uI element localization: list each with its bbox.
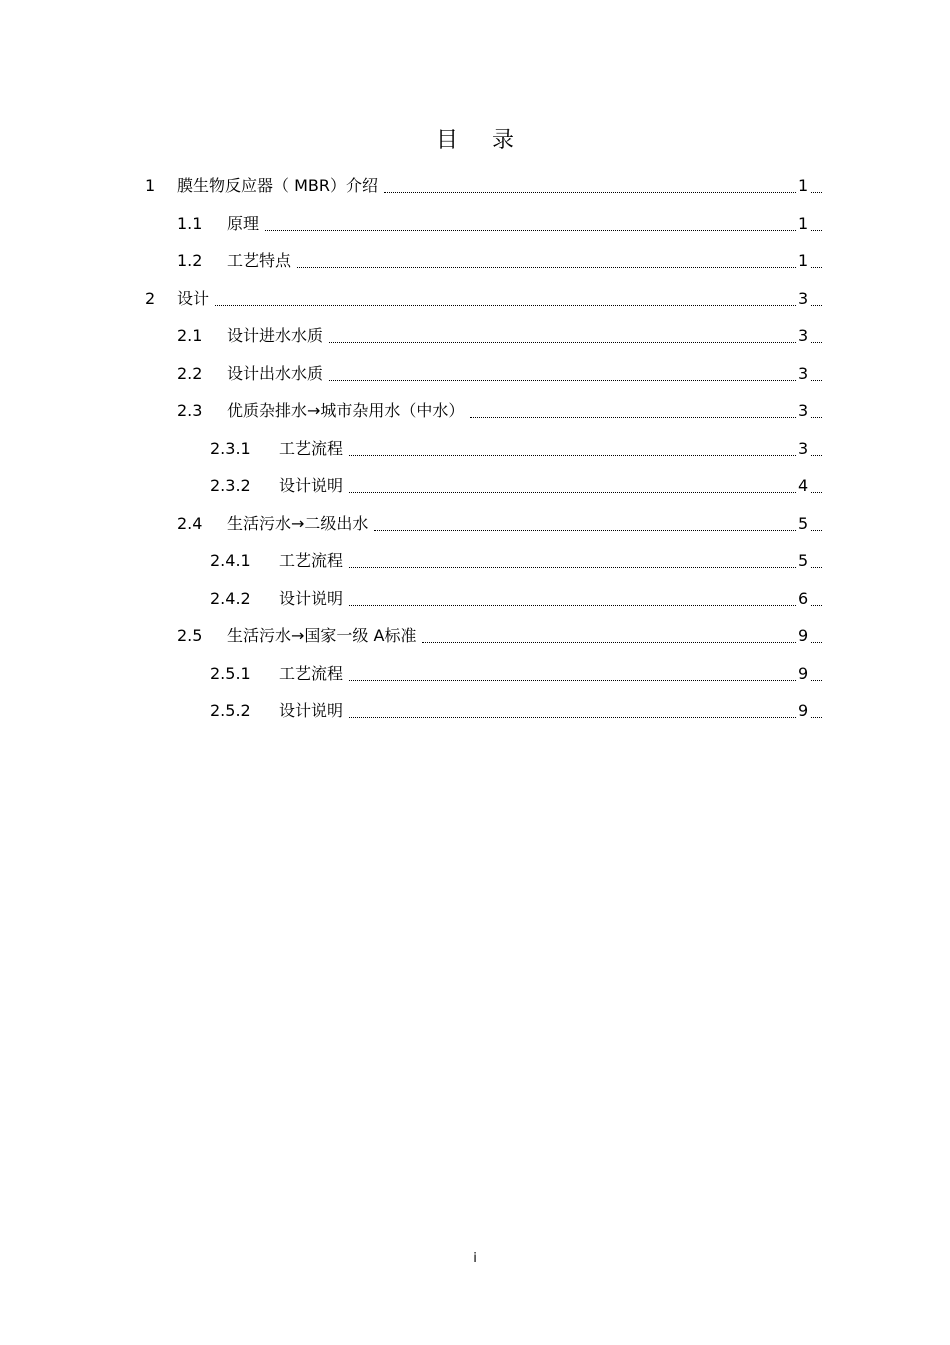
- toc-entry-title: 设计: [177, 285, 213, 313]
- footer-page-number: i: [473, 1251, 477, 1266]
- toc-entry-number: 1.1: [177, 213, 203, 233]
- toc-entry-page: 9: [796, 622, 810, 650]
- toc-leader-dots: [215, 305, 822, 306]
- toc-entry[interactable]: [0, 622, 950, 660]
- toc-entry[interactable]: [0, 172, 950, 210]
- toc-leader-dots: [329, 380, 822, 381]
- toc-leader-dots: [349, 492, 822, 493]
- toc-entry-title: 工艺流程: [279, 435, 347, 463]
- toc-entry-number: 1: [145, 176, 156, 195]
- toc-entry[interactable]: [0, 547, 950, 585]
- toc-leader-dots: [349, 605, 822, 606]
- toc-entry[interactable]: [0, 322, 950, 360]
- toc-entry-title: 设计出水水质: [227, 360, 327, 388]
- toc-leader-dots: [349, 680, 822, 681]
- toc-entry-page: 4: [796, 472, 810, 500]
- toc-entry[interactable]: [0, 697, 950, 735]
- toc-leader-dots: [349, 717, 822, 718]
- toc-entry[interactable]: [0, 472, 950, 510]
- toc-leader-dots: [384, 192, 822, 193]
- toc-entry-number: 2.2: [177, 363, 203, 383]
- toc-entry-number: 2.4.1: [210, 551, 251, 570]
- toc-entry-number: 2.3: [177, 401, 203, 420]
- toc-entry-page: 5: [796, 510, 810, 538]
- toc-title: 目录: [435, 128, 548, 153]
- toc-entry-number: 2.5: [177, 626, 203, 645]
- toc-entry-title: 工艺流程: [279, 547, 347, 575]
- toc-entry[interactable]: [0, 397, 950, 435]
- toc-entry-number: 2.3.2: [210, 476, 251, 495]
- toc-entry[interactable]: [0, 585, 950, 623]
- toc-entry-title: 工艺流程: [279, 660, 347, 688]
- toc-entry-title: 优质杂排水→城市杂用水（中水）: [227, 397, 468, 425]
- toc-entry-page: 9: [796, 697, 810, 725]
- toc-entry[interactable]: [0, 247, 950, 285]
- toc-entry-title: 设计说明: [279, 585, 347, 613]
- toc-entry-page: 6: [796, 585, 810, 613]
- toc-entry-page: 9: [796, 660, 810, 688]
- toc-entry-number: 2.3.1: [210, 438, 251, 458]
- toc-entry[interactable]: [0, 210, 950, 248]
- toc-entry-title: 生活污水→国家一级 A标准: [227, 622, 420, 650]
- toc-leader-dots: [349, 455, 822, 456]
- toc-entry-number: 2.5.1: [210, 663, 251, 683]
- toc-entry-title: 生活污水→二级出水: [227, 510, 372, 538]
- toc-leader-dots: [349, 567, 822, 568]
- toc-leader-dots: [329, 342, 822, 343]
- toc-entry-title: 工艺特点: [227, 247, 295, 275]
- toc-entry-title: 膜生物反应器（ MBR）介绍: [177, 172, 382, 200]
- toc-entry-page: 5: [796, 547, 810, 575]
- toc-entry-number: 2.5.2: [210, 701, 251, 720]
- toc-list: [0, 172, 950, 735]
- toc-entry[interactable]: [0, 360, 950, 398]
- toc-entry-number: 2.4.2: [210, 588, 251, 608]
- toc-entry-page: 1: [796, 210, 810, 238]
- toc-entry[interactable]: [0, 510, 950, 548]
- toc-entry-title: 设计进水水质: [227, 322, 327, 350]
- toc-entry-page: 3: [796, 435, 810, 463]
- toc-leader-dots: [297, 267, 822, 268]
- toc-entry[interactable]: [0, 660, 950, 698]
- toc-entry-page: 3: [796, 397, 810, 425]
- toc-entry-number: 2.4: [177, 513, 203, 533]
- toc-leader-dots: [470, 417, 822, 418]
- toc-entry[interactable]: [0, 435, 950, 473]
- toc-entry-page: 1: [796, 247, 810, 275]
- toc-entry-page: 3: [796, 285, 810, 313]
- toc-leader-dots: [422, 642, 822, 643]
- toc-entry[interactable]: [0, 285, 950, 323]
- toc-entry-title: 设计说明: [279, 697, 347, 725]
- toc-leader-dots: [265, 230, 822, 231]
- toc-entry-page: 3: [796, 360, 810, 388]
- toc-entry-number: 2: [145, 288, 156, 308]
- toc-entry-number: 2.1: [177, 326, 203, 345]
- toc-entry-page: 3: [796, 322, 810, 350]
- toc-entry-number: 1.2: [177, 251, 203, 270]
- toc-leader-dots: [374, 530, 822, 531]
- toc-entry-title: 原理: [227, 210, 263, 238]
- toc-entry-title: 设计说明: [279, 472, 347, 500]
- toc-entry-page: 1: [796, 172, 810, 200]
